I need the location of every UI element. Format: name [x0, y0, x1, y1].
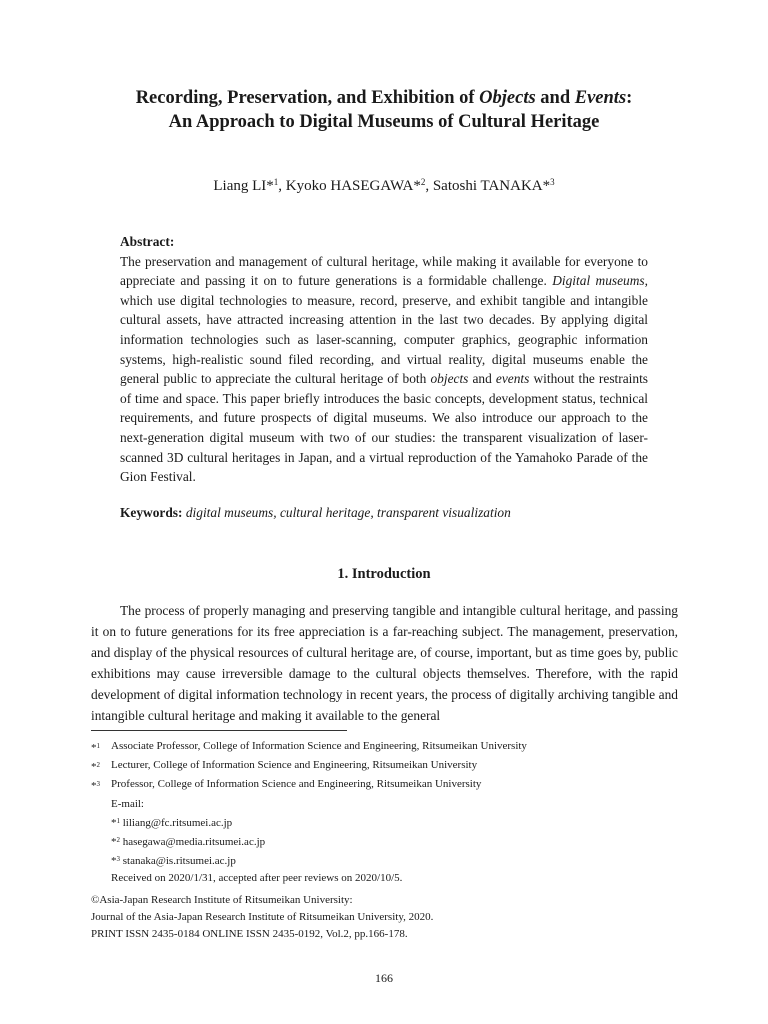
footnote-item: *$^2$ Lecturer, College of Information Science and Engineering, Ritsumeikan University	[91, 759, 478, 774]
title-line-2: An Approach to Digital Museums of Cultural Heritage	[168, 112, 600, 132]
author: Satoshi TANAKA*$^3$	[432, 177, 555, 194]
received-note: Received on 2020/1/31, accepted after peer reviews on 2020/10/5.	[111, 872, 403, 885]
body-paragraph: The process of properly managing and preserving tangible and intangible cultural heritage, and passing it on to future generations for its free appreciation is a far-reaching subject. The management, preservation, and display of the physical resources of cultural heritage are, of course, important, but as time goes by, public exhibitions may cause irreversible damage to the cultural objects themselves. Therefore, with the rapid development of digital information technology in recent years, the process of digitally archiving tangible and intangible cultural heritage and making it available to the general	[91, 603, 678, 723]
footnote-item: *$^3$ Professor, College of Information Science and Engineering, Ritsumeikan University	[91, 778, 482, 793]
author-list	[60, 172, 708, 196]
email-item: *$^2$ hasegawa@media.ritsumei.ac.jp	[111, 836, 266, 849]
email-item: *$^3$ stanaka@is.ritsumei.ac.jp	[111, 855, 236, 868]
title-text: and	[535, 88, 575, 108]
issn-line: PRINT ISSN 2435-0184 ONLINE ISSN 2435-0192, Vol.2, pp.166-178.	[91, 928, 408, 941]
abstract-emphasis: events	[495, 371, 530, 387]
page-number: 166	[375, 971, 393, 985]
footnote-rule	[91, 730, 347, 731]
footnotes	[91, 738, 691, 888]
abstract-heading: Abstract:	[120, 234, 175, 249]
keywords-label: Keywords:	[120, 505, 183, 520]
title-emphasis-events: Events	[574, 88, 627, 108]
author: Kyoko HASEGAWA*$^2$,	[285, 177, 433, 194]
title-text: :	[626, 88, 633, 108]
journal-line: Journal of the Asia-Japan Research Institute of Ritsumeikan University, 2020.	[91, 911, 434, 924]
abstract-emphasis: Digital museums	[552, 273, 645, 289]
email-item: *$^1$ liliang@fc.ritsumei.ac.jp	[111, 816, 233, 829]
copyright-line: ©Asia-Japan Research Institute of Ritsumeikan University:	[91, 894, 353, 906]
title-line-1	[60, 86, 708, 110]
email-label: E-mail:	[111, 797, 144, 810]
title-emphasis-objects: Objects	[479, 88, 536, 108]
paper-title	[60, 86, 708, 134]
abstract	[120, 232, 648, 487]
keywords	[120, 503, 648, 523]
keywords-text: digital museums, cultural heritage, transparent visualization	[185, 505, 511, 520]
abstract-emphasis: objects	[430, 371, 469, 387]
abstract-body: The preservation and management of cultural heritage, while making it available for everyone to appreciate and passing it on to future generations is a formidable challenge. Digital museums, which use digital technologies to measure, record, preserve, and exhibit tangible and intangible cultural assets, have attracted increasing attention in the last two decades. By applying digital information technologies such as laser-scanning, computer graphics, geographic information systems, high-realistic sound filed recording, and virtual reality, digital museums enable the general public to appreciate the cultural heritage of both objects and events without the restraints of time and space. This paper briefly introduces the basic concepts, development status, technical requirements, and future prospects of digital museums. We also introduce our approach to the next-generation digital museum with two of our studies: the transparent visualization of laser-scanned 3D cultural heritages in Japan, and a virtual reproduction of the Yamahoko Parade of the Gion Festival.	[120, 253, 649, 485]
footnote-item: *$^1$ Associate Professor, College of Information Science and Engineering, Ritsumeikan University	[91, 740, 527, 754]
copyright-block	[91, 892, 691, 944]
section-heading: 1. Introduction	[337, 566, 431, 582]
title-text: Recording, Preservation, and Exhibition of	[135, 88, 480, 108]
author: Liang LI*$^1$,	[213, 177, 286, 194]
